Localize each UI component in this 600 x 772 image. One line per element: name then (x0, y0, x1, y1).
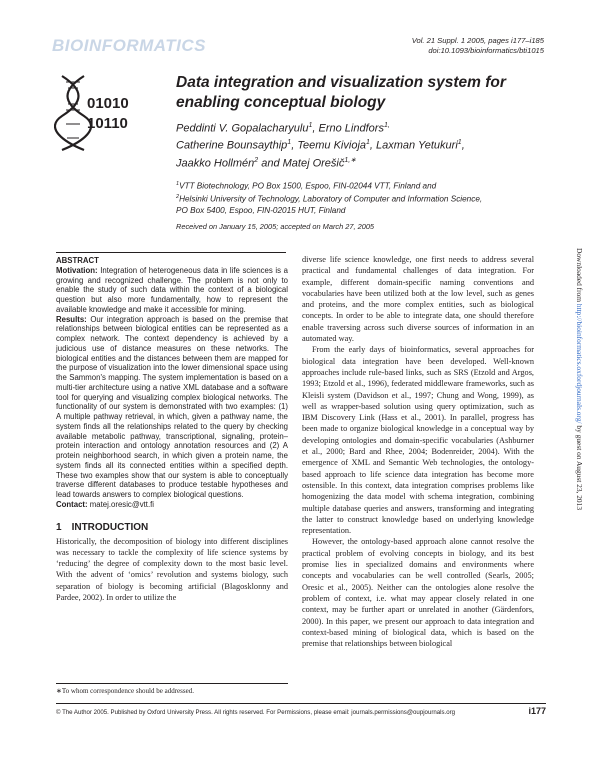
copyright-notice: © The Author 2005. Published by Oxford University Press. All rights reserved. For Permissions, please email: journals.permissions@oupjournals.org (56, 709, 456, 716)
volume-line: Vol. 21 Suppl. 1 2005, pages i177–i185 (411, 36, 544, 45)
abstract (56, 266, 288, 510)
results-label: Results: (56, 314, 87, 324)
author-list (176, 119, 476, 171)
paragraph: diverse life science knowledge, one first needs to address several practical and fundamental challenges of data integration. For example, different domain-specific naming conventions and vocabularies have been utilized both at the low level, such as genes and proteins, and the more complex entities, such as biological concepts. In order to be able to integrate data, one should therefore enable traversing across such diverse sources of information in an automated way. (302, 255, 534, 344)
affil-marker: 1 (366, 139, 370, 147)
affil-marker: 2 (254, 156, 259, 164)
section-heading (56, 522, 288, 533)
affil-marker: 1 (287, 139, 292, 147)
logo-binary-row2: 10110 (87, 115, 128, 132)
right-column (302, 254, 534, 649)
paragraph: Historically, the decomposition of biology into different disciplines was necessary to tackle the complexity of life science systems by ‘reducing’ the degree of complexity down to the most basic level. With the advent of ‘omics’ revolution and systems biology, such separation of biology is becoming artificial (Blagosklonny and Pardee, 2002). In order to utilize the (56, 536, 288, 602)
affil-marker: 1,∗ (344, 156, 357, 164)
affiliation-2 (176, 192, 568, 216)
sidebar-prefix: Downloaded from (575, 248, 584, 304)
paragraph: From the early days of bioinformatics, several approaches for biological data integration have been developed. Well-known approaches include rule-based links, such as SRS (Etzold and Argos, 1993; Etzold et al., 1996), federated middleware frameworks, such as Kleisli system (Davidson et al., 1997; Chung and Wong, 1999), as well as wrapper-based solution using query optimization, such as IBM Discovery Link (Hass et al., 2001). In parallel, progress has been made to organize biological knowledge in a conceptual way by developing ontologies and domain-specific vocabularies (Ashburner et al., 2000; Bard and Rhee, 2004; Bodenreider, 2004). With the emergence of XML and Semantic Web technologies, the ontology-based approach to life science data integration has become more ostensible. In this context, data integration comprises problems like homogenizing the data model with schema integration, combining multiple database queries and answers, transforming and integrating the latter to construct knowledge based on underlying knowledge representation. (302, 345, 534, 536)
affil-marker: 1 (308, 122, 313, 129)
dna-helix-logo (54, 72, 174, 152)
affiliation-text: VTT Biotechnology, PO Box 1500, Espoo, FIN-02044 VTT, Finland and (179, 181, 437, 191)
author-name: and Matej Orešič (258, 157, 345, 170)
paragraph: However, the ontology-based approach alone cannot resolve the practical problem of evolving concepts in biology, and its best promise lies in specialized domains and environments where concepts and vocabularies can be well controlled (Searls, 2005; Oresic et al., 2005). Neither can the ontologies alone resolve the problem of context, i.e. what may appear closely related in one context, may be further apart or unrelated in another (Gärdenfors, 2000). In this paper, we present our approach to data integration and context-based mining of biological data, which is based on the premise that relationships between biological (302, 537, 534, 649)
author-name: , Teemu Kivioja (291, 139, 367, 152)
correspondence-footnote: ∗To whom correspondence should be addressed. (56, 683, 288, 695)
received-date: Received on January 15, 2005; accepted on March 27, 2005 (176, 222, 375, 231)
affiliation-text: Helsinki University of Technology, Laboratory of Computer and Information Science, PO Box 5400, Espoo, FIN-02015 HUT, Finland (176, 195, 483, 215)
affil-number: 1 (176, 181, 180, 187)
affiliations (176, 179, 568, 216)
volume-doi-info (412, 36, 544, 55)
motivation-text: Integration of heterogeneous data in life sciences is a growing and recognized challenge. The problem is not only to enable the study of such data within the context of a biological question but also more fundamentally, how to represent the available knowledge and make it accessible for mining. (56, 265, 288, 314)
paper-title: Data integration and visualization system for enabling conceptual biology (176, 74, 506, 111)
abstract-heading: ABSTRACT (56, 256, 99, 265)
abstract-contact (56, 500, 288, 510)
journal-link[interactable]: http://bioinformatics.oxfordjournals.org/ (575, 303, 584, 424)
download-sidebar (575, 248, 584, 510)
abstract-top-rule (56, 252, 286, 253)
contact-label: Contact: (56, 499, 88, 509)
contact-email: matej.oresic@vtt.fi (87, 499, 155, 509)
motivation-label: Motivation: (56, 265, 98, 275)
affiliation-1 (176, 179, 568, 192)
author-name: , Erno Lindfors (312, 122, 384, 135)
page-number: i177 (528, 706, 546, 716)
journal-name: BIOINFORMATICS (52, 36, 207, 55)
logo-binary-row1: 01010 (87, 95, 129, 112)
page-footer (56, 703, 546, 716)
author-name: Peddinti V. Gopalacharyulu (176, 122, 309, 135)
author-name: Catherine Bounsaythip (176, 139, 288, 152)
affil-marker: 1 (457, 139, 462, 147)
author-separator: , (461, 139, 465, 152)
results-text: Our integration approach is based on the premise that relationships between biological entities can be represented as a complex network. The context dependency is achieved by a judicious use of distance measures on these networks. The biological entities and the distances between them are mapped for the purpose of visualization into the lower dimensional space using the Sammon's mapping. The system implementation is based on a multi-tier architecture using a native XML database and a software tool for querying and visualizing complex biological networks. The functionality of our system is demonstrated with two examples: (1) A multiple pathway retrieval, in which, given a pathway name, the system finds all the relationships related to the query by checking available metabolic pathway, transcriptional, signaling, protein–protein interaction and ontology annotation resources and (2) A protein neighborhood search, in which given a protein name, the system finds all its connected entities within a specified depth. These two examples show that our system is able to conceptually traverse different databases to produce testable hypotheses and lead towards answers to complex biological questions. (56, 314, 288, 499)
author-name: Jaakko Hollmén (176, 157, 255, 170)
abstract-results (56, 315, 288, 500)
left-column (56, 256, 288, 603)
affil-marker: 1, (383, 122, 390, 129)
abstract-motivation (56, 266, 288, 315)
doi-line: doi:10.1093/bioinformatics/bti1015 (428, 45, 544, 55)
section-number: 1 (56, 521, 62, 533)
author-name: , Laxman Yetukuri (369, 139, 458, 152)
sidebar-suffix: by guest on August 23, 2013 (575, 423, 584, 511)
section-title: INTRODUCTION (71, 521, 149, 533)
intro-text-left (56, 536, 288, 604)
affil-number: 2 (176, 194, 180, 201)
